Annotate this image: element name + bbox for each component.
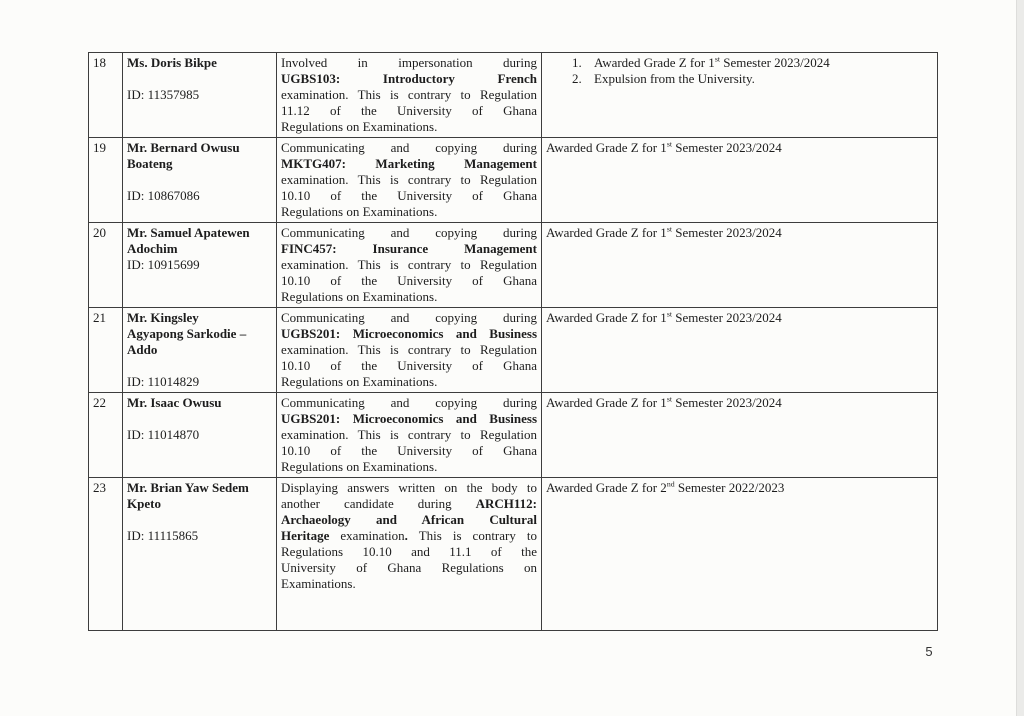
text-segment: UGBS201: Microeconomics and Business [281, 326, 537, 341]
text-segment: Awarded Grade Z for 1 [546, 310, 667, 325]
sanction-list-item [546, 55, 933, 71]
student-id: ID: 10867086 [127, 188, 200, 203]
text-segment: 10.10 of the University of Ghana [281, 358, 537, 373]
table-row [89, 138, 938, 223]
text-segment: Communicating and copying during [281, 140, 537, 155]
case-number: 23 [93, 480, 106, 495]
student-name: Mr. Bernard Owusu Boateng [127, 140, 240, 171]
sanction-text [546, 395, 933, 411]
case-number-cell [89, 393, 123, 478]
sanction-cell [542, 138, 938, 223]
sanction-text [546, 480, 933, 496]
text-segment: Displaying answers written on the body to [281, 480, 537, 495]
table-row [89, 393, 938, 478]
sanction-cell [542, 223, 938, 308]
table-row [89, 308, 938, 393]
sanction-text [546, 140, 933, 156]
offence-line [281, 188, 537, 204]
offence-cell [277, 53, 542, 138]
text-segment: another candidate during [281, 496, 476, 511]
text-segment: Semester 2023/2024 [672, 395, 782, 410]
text-segment: Semester 2023/2024 [672, 225, 782, 240]
table-row [89, 53, 938, 138]
offence-line [281, 119, 537, 135]
page-edge-strip [1016, 0, 1024, 716]
case-number: 21 [93, 310, 106, 325]
student-cell [123, 53, 277, 138]
sanction-list-number: 1. [572, 55, 582, 70]
case-number-cell [89, 308, 123, 393]
text-segment: examination. This is contrary to Regulation [281, 257, 537, 272]
offence-cell [277, 138, 542, 223]
student-id: ID: 11357985 [127, 87, 200, 102]
text-segment: Awarded Grade Z for 1 [546, 225, 667, 240]
sanction-cell [542, 393, 938, 478]
case-number: 20 [93, 225, 106, 240]
offence-line [281, 87, 537, 103]
offence-line [281, 576, 537, 592]
text-segment: st [666, 139, 673, 149]
text-segment: examination. This is contrary to Regulation [281, 427, 537, 442]
text-segment: Examinations. [281, 576, 356, 591]
offence-line [281, 103, 537, 119]
student-cell [123, 308, 277, 393]
text-segment: Awarded Grade Z for 2 [546, 480, 667, 495]
offence-line [281, 443, 537, 459]
case-number-cell [89, 478, 123, 631]
text-segment: st [666, 224, 673, 234]
text-segment: This is contrary to [407, 528, 537, 543]
text-segment: nd [666, 479, 675, 489]
disciplinary-cases-table [88, 52, 938, 631]
text-segment: 10.10 of the University of Ghana [281, 273, 537, 288]
student-id: ID: 11014829 [127, 374, 200, 389]
offence-line [281, 459, 537, 475]
offence-line [281, 257, 537, 273]
spacer [127, 71, 272, 87]
text-segment: Regulations on Examinations. [281, 459, 438, 474]
offence-cell [277, 393, 542, 478]
text-segment: UGBS201: Microeconomics and Business [281, 411, 537, 426]
offence-cell [277, 478, 542, 631]
offence-line [281, 172, 537, 188]
text-segment: Heritage [281, 528, 330, 543]
offence-line [281, 204, 537, 220]
text-segment: Regulations on Examinations. [281, 374, 438, 389]
case-number: 18 [93, 55, 106, 70]
student-cell [123, 138, 277, 223]
table-body [89, 53, 938, 631]
student-name: Mr. Brian Yaw Sedem Kpeto [127, 480, 249, 511]
offence-line [281, 55, 537, 71]
student-cell [123, 393, 277, 478]
text-segment: Awarded Grade Z for 1 [546, 140, 667, 155]
sanction-cell [542, 308, 938, 393]
text-segment: Expulsion from the University. [594, 71, 755, 86]
offence-line [281, 528, 537, 544]
text-segment: examination. This is contrary to Regulation [281, 87, 537, 102]
offence-line [281, 71, 537, 87]
offence-line [281, 560, 537, 576]
text-segment: Semester 2022/2023 [674, 480, 785, 495]
text-segment: examination. This is contrary to Regulation [281, 342, 537, 357]
text-segment: Archaeology and African Cultural [281, 512, 537, 527]
offence-cell [277, 223, 542, 308]
text-segment: 10.10 of the University of Ghana [281, 188, 537, 203]
offence-line [281, 358, 537, 374]
spacer [127, 358, 272, 374]
table-row [89, 478, 938, 631]
text-segment: Communicating and copying during [281, 395, 537, 410]
student-name: Mr. Kingsley Agyapong Sarkodie – Addo [127, 310, 247, 357]
student-name: Mr. Samuel Apatewen Adochim [127, 225, 250, 256]
text-segment: Awarded Grade Z for 1 [546, 395, 667, 410]
case-number: 19 [93, 140, 106, 155]
case-number-cell [89, 53, 123, 138]
student-name: Ms. Doris Bikpe [127, 55, 217, 70]
text-segment: Communicating and copying during [281, 225, 537, 240]
case-number-cell [89, 138, 123, 223]
sanction-list-number: 2. [572, 71, 582, 86]
case-number-cell [89, 223, 123, 308]
student-id: ID: 11115865 [127, 528, 199, 543]
text-segment: st [666, 394, 673, 404]
text-segment: UGBS103: Introductory French [281, 71, 537, 86]
text-segment: Awarded Grade Z for 1 [594, 55, 715, 70]
spacer [127, 512, 272, 528]
offence-line [281, 496, 537, 512]
table-row [89, 223, 938, 308]
case-number: 22 [93, 395, 106, 410]
sanction-text [546, 225, 933, 241]
offence-line [281, 374, 537, 390]
offence-line [281, 326, 537, 342]
text-segment: st [666, 309, 673, 319]
student-name: Mr. Isaac Owusu [127, 395, 222, 410]
text-segment: Regulations on Examinations. [281, 204, 438, 219]
text-segment: examination. This is contrary to Regulation [281, 172, 537, 187]
page-number: 5 [925, 644, 933, 659]
text-segment: 10.10 of the University of Ghana [281, 443, 537, 458]
text-segment: Involved in impersonation during [281, 55, 537, 70]
offence-line [281, 310, 537, 326]
text-segment: University of Ghana Regulations on [281, 560, 537, 575]
offence-line [281, 156, 537, 172]
student-id: ID: 11014870 [127, 427, 200, 442]
text-segment: Semester 2023/2024 [672, 310, 782, 325]
student-id: ID: 10915699 [127, 257, 200, 272]
text-segment: Regulations on Examinations. [281, 119, 438, 134]
text-segment: Semester 2023/2024 [672, 140, 782, 155]
spacer [127, 172, 272, 188]
text-segment: MKTG407: Marketing Management [281, 156, 537, 171]
spacer [127, 411, 272, 427]
offence-line [281, 395, 537, 411]
sanction-cell [542, 478, 938, 631]
student-cell [123, 478, 277, 631]
offence-line [281, 427, 537, 443]
offence-line [281, 480, 537, 496]
offence-line [281, 225, 537, 241]
offence-line [281, 544, 537, 560]
text-segment: Regulations 10.10 and 11.1 of the [281, 544, 537, 559]
student-cell [123, 223, 277, 308]
text-segment: Semester 2023/2024 [720, 55, 830, 70]
offence-line [281, 241, 537, 257]
offence-line [281, 411, 537, 427]
sanction-cell [542, 53, 938, 138]
sanction-list-item [546, 71, 933, 87]
text-segment: st [714, 54, 721, 64]
text-segment: 11.12 of the University of Ghana [281, 103, 537, 118]
text-segment: . [404, 528, 408, 543]
offence-line [281, 512, 537, 528]
text-segment: Regulations on Examinations. [281, 289, 438, 304]
offence-line [281, 289, 537, 305]
offence-line [281, 140, 537, 156]
offence-cell [277, 308, 542, 393]
offence-line [281, 342, 537, 358]
sanction-text [546, 310, 933, 326]
text-segment: ARCH112: [475, 496, 537, 511]
offence-line [281, 273, 537, 289]
text-segment: Communicating and copying during [281, 310, 537, 325]
text-segment: FINC457: Insurance Management [281, 241, 537, 256]
text-segment: examination [329, 528, 405, 543]
